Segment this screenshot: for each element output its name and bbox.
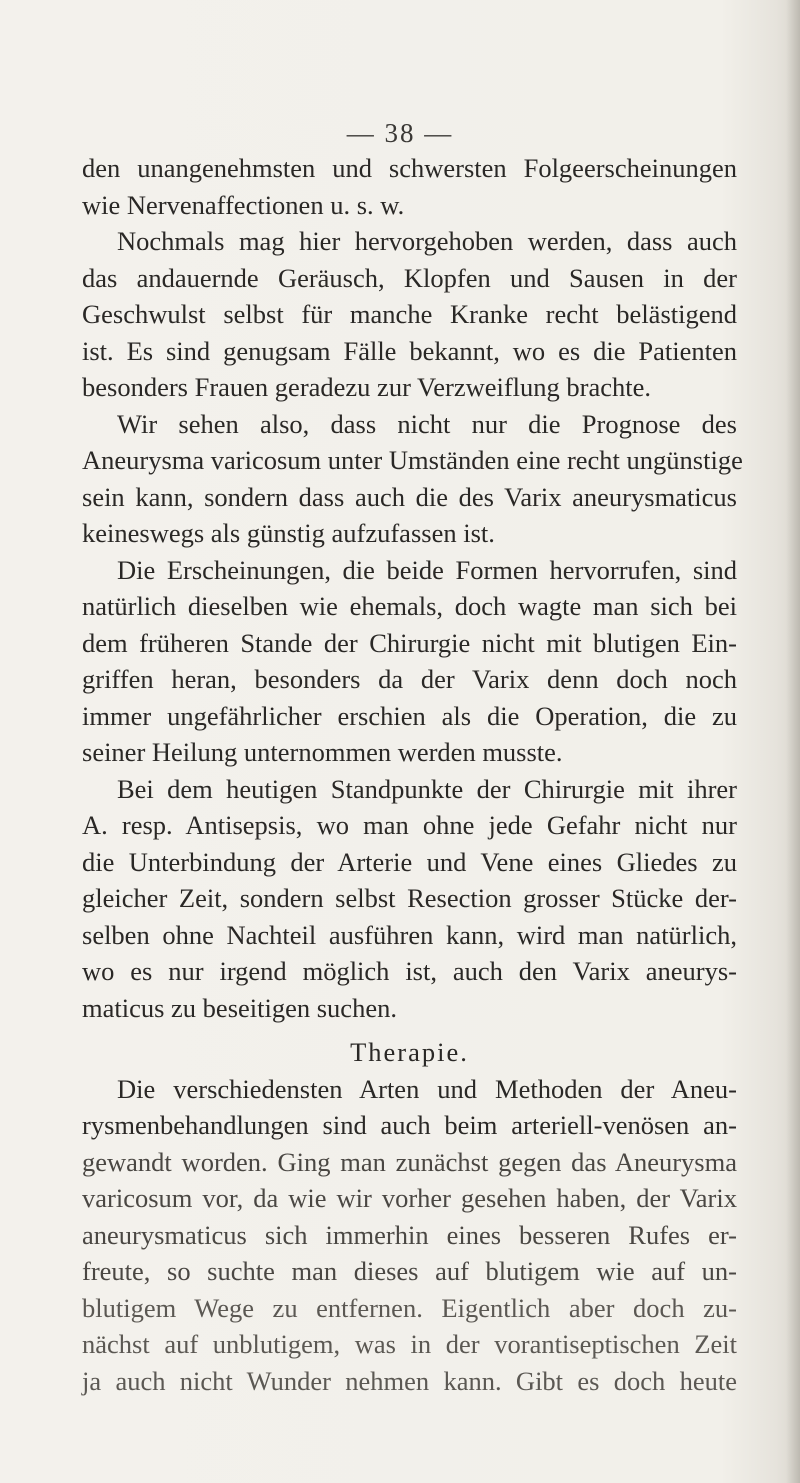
text-line: das andauernde Geräusch, Klopfen und Sausen in der xyxy=(82,262,737,293)
text-line: nächst auf unblutigem, was in der vorantiseptischen Zeit xyxy=(82,1329,737,1359)
text-line: varicosum vor, da wie wir vorher gesehen haben, der Varix xyxy=(82,1183,737,1213)
text-line: blutigem Wege zu entfernen. Eigentlich aber doch zu- xyxy=(82,1292,737,1323)
text-line: A. resp. Antisepsis, wo man ohne jede Gefahr nicht nur xyxy=(82,810,737,840)
text-line: Wir sehen also, dass nicht nur die Prognose des xyxy=(117,408,737,439)
text-line: Bei dem heutigen Standpunkte der Chirurgie mit ihrer xyxy=(117,773,737,804)
text-line: seiner Heilung unternommen werden musste. xyxy=(82,737,563,767)
body-text xyxy=(82,150,743,1399)
text-line: wie Nervenaffectionen u. s. w. xyxy=(82,189,405,220)
text-line: maticus zu beseitigen suchen. xyxy=(82,992,397,1023)
text-line: selben ohne Nachteil ausführen kann, wird man natürlich, xyxy=(82,919,737,950)
text-line: den unangenehmsten und schwersten Folgeerscheinungen xyxy=(82,153,737,183)
paragraph xyxy=(82,771,737,1027)
text-line: griffen heran, besonders da der Varix denn doch noch xyxy=(82,664,737,694)
text-line: freute, so suchte man dieses auf blutigem wie auf un- xyxy=(82,1256,737,1286)
text-line: sein kann, sondern dass auch die des Varix aneurysmaticus xyxy=(82,481,737,512)
text-line: rysmenbehandlungen sind auch beim arteriell-venösen an- xyxy=(82,1110,737,1140)
text-line: gleicher Zeit, sondern selbst Resection grosser Stücke der- xyxy=(82,883,737,913)
text-line: ist. Es sind genugsam Fälle bekannt, wo es die Patienten xyxy=(82,335,737,366)
text-line: dem früheren Stande der Chirurgie nicht mit blutigen Ein- xyxy=(82,627,737,658)
text-line: die Unterbindung der Arterie und Vene eines Gliedes zu xyxy=(82,846,737,877)
text-line: Aneurysma varicosum unter Umständen eine recht ungünstige xyxy=(82,445,743,475)
paragraph xyxy=(82,223,737,406)
section-heading: Therapie. xyxy=(350,1037,469,1067)
text-line: Die verschiedensten Arten und Methoden der Aneu- xyxy=(117,1073,737,1104)
text-line: Nochmals mag hier hervorgehoben werden, dass auch xyxy=(117,226,737,256)
text-line: besonders Frauen geradezu zur Verzweiflung brachte. xyxy=(82,372,652,402)
page-edge-shadow xyxy=(786,0,800,1483)
text-line: natürlich dieselben wie ehemals, doch wagte man sich bei xyxy=(82,591,737,621)
text-line: gewandt worden. Ging man zunächst gegen das Aneurysma xyxy=(82,1146,737,1177)
paragraph xyxy=(82,552,737,771)
text-line: keineswegs als günstig aufzufassen ist. xyxy=(82,518,495,548)
text-line: Die Erscheinungen, die beide Formen hervorrufen, sind xyxy=(117,554,737,585)
text-line: wo es nur irgend möglich ist, auch den Varix aneurys- xyxy=(82,956,737,986)
text-line: Geschwulst selbst für manche Kranke recht belästigend xyxy=(82,299,737,329)
text-line: immer ungefährlicher erschien als die Operation, die zu xyxy=(82,700,737,731)
page-number: — 38 — xyxy=(346,118,454,148)
text-line: ja auch nicht Wunder nehmen kann. Gibt es doch heute xyxy=(82,1365,737,1396)
paragraph xyxy=(82,150,737,223)
text-line: aneurysmaticus sich immerhin eines besseren Rufes er- xyxy=(82,1219,737,1250)
paragraph xyxy=(82,406,743,552)
paragraph xyxy=(82,1071,737,1400)
